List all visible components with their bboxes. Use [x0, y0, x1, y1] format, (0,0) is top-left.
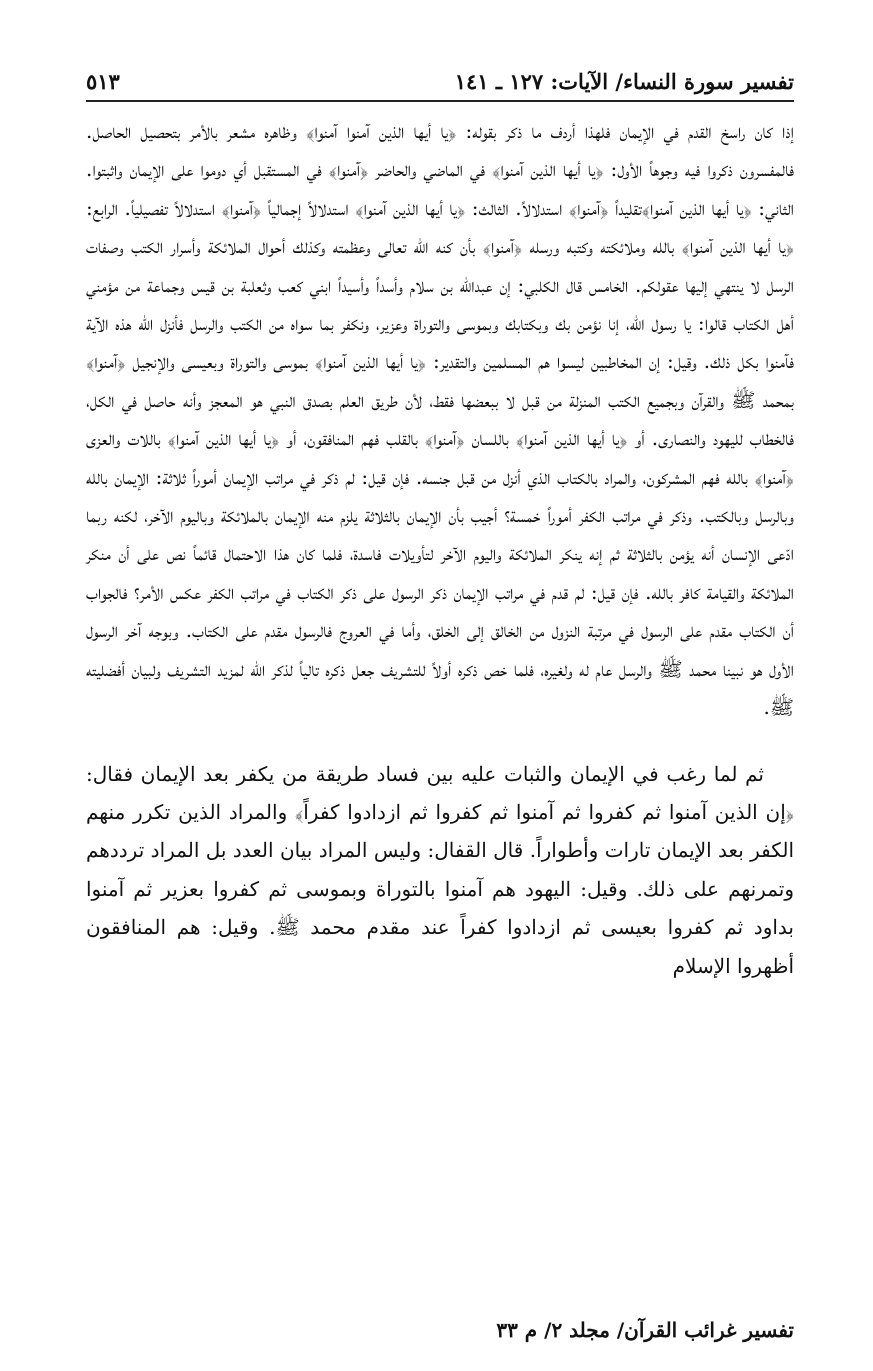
paragraph-1: إذا كان راسخ القدم في الإيمان فلهذا أردف ما ذكر بقوله: ﴿يا أيها الذين آمنوا آمنوا﴾ وظاهره مشعر بالأمر بتحصيل الحاصل. فالمفسرون ذكروا فيه وجوهاً الأول: ﴿يا أيها الذين آمنوا﴾ في الماضي والحاضر ﴿آمنوا﴾ في المستقبل أي دوموا على الإيمان واثبتوا. الثاني: ﴿يا أيها الذين آمنوا﴾تقليداً ﴿آمنوا﴾ استدلالاً. الثالث: ﴿يا أيها الذين آمنوا﴾ استدلالاً إجمالياً ﴿آمنوا﴾ استدلالاً تفصيلياً. الرابع: ﴿يا أيها الذين آمنوا﴾ بالله وملائكته وكتبه ورسله ﴿آمنوا﴾ بأن كنه الله تعالى وعظمته وكذلك أحوال الملائكة وأسرار الكتب وصفات الرسل لا ينتهي إليها عقولكم. الخامس قال الكلبي: إن عبدالله بن سلام وأسداً وأسيداً ابني كعب وثعلبة بن قيس وجماعة من مؤمني أهل الكتاب قالوا: يا رسول الله، إنا نؤمن بك وبكتابك وبموسى والتوراة وعزير، ونكفر بما سواه من الكتب والرسل فأنزل الله هذه الآية فآمنوا بكل ذلك. وقيل: إن المخاطبين ليسوا هم المسلمين والتقدير: ﴿يا أيها الذين آمنوا﴾ بموسى والتوراة وبعيسى والإنجيل ﴿آمنوا﴾بمحمد ﷺ والقرآن وبجميع الكتب المنزلة من قبل لا ببعضها فقط، لأن طريق العلم بصدق النبي هو المعجز وأنه حاصل في الكل، فالخطاب لليهود والنصارى. أو ﴿يا أيها الذين آمنوا﴾ باللسان ﴿آمنوا﴾ بالقلب فهم المنافقون، أو ﴿يا أيها الذين آمنوا﴾ باللات والعزى ﴿آمنوا﴾ بالله فهم المشركون، والمراد بالكتاب الذي أنزل من قبل جنسه. فإن قيل: لم ذكر في مراتب الإيمان أموراً ثلاثة: الإيمان بالله وبالرسل وبالكتب. وذكر في مراتب الكفر أموراً خمسة؟ أجيب بأن الإيمان بالثلاثة يلزم منه الإيمان بالملائكة وباليوم الآخر، لكنه ربما ادّعى الإنسان أنه يؤمن بالثلاثة ثم إنه ينكر الملائكة واليوم الآخر لتأويلات فاسدة، فلما كان هذا الاحتمال قائماً نص على أن منكر الملائكة والقيامة كافر بالله. فإن قيل: لم قدم في مراتب الإيمان ذكر الرسول على ذكر الكتاب في مراتب الكفر عكس الأمر؟ فالجواب أن الكتاب مقدم على الرسول في مرتبة النزول من الخالق إلى الخلق، وأما في العروج فالرسول مقدم على الكتاب. وبوجه آخر الرسول الأول هو نبينا محمد ﷺ والرسل عام له ولغيره، فلما خص ذكره أولاً للتشريف جعل ذكره تالياً لذكر الله لمزيد التشريف ولبيان أفضليته ﷺ.: [86, 119, 795, 720]
running-header: [86, 58, 794, 94]
page-footer: تفسير غرائب القرآن/ مجلد ٢/ م ٣٣: [496, 1318, 794, 1342]
page-number: ٥١٣: [86, 69, 120, 94]
header-title: تفسير سورة النساء/ الآيات: ١٢٧ ـ ١٤١: [454, 69, 794, 94]
body-text: [86, 112, 794, 985]
paragraph-2: ثم لما رغب في الإيمان والثبات عليه بين فساد طريقة من يكفر بعد الإيمان فقال: ﴿إن الذين آمنوا ثم كفروا ثم آمنوا ثم كفروا ثم ازدادوا كفراً﴾ والمراد الذين تكرر منهم الكفر بعد الإيمان تارات وأطواراً. قال القفال: وليس المراد بيان العدد بل المراد ترددهم وتمرنهم على ذلك. وقيل: اليهود هم آمنوا بالتوراة وبموسى ثم كفروا بعزير ثم آمنوا بداود ثم كفروا بعيسى ثم ازدادوا كفراً عند مقدم محمد ﷺ. وقيل: هم المنافقون أظهروا الإسلام: [86, 761, 794, 978]
header-divider: [86, 100, 794, 102]
